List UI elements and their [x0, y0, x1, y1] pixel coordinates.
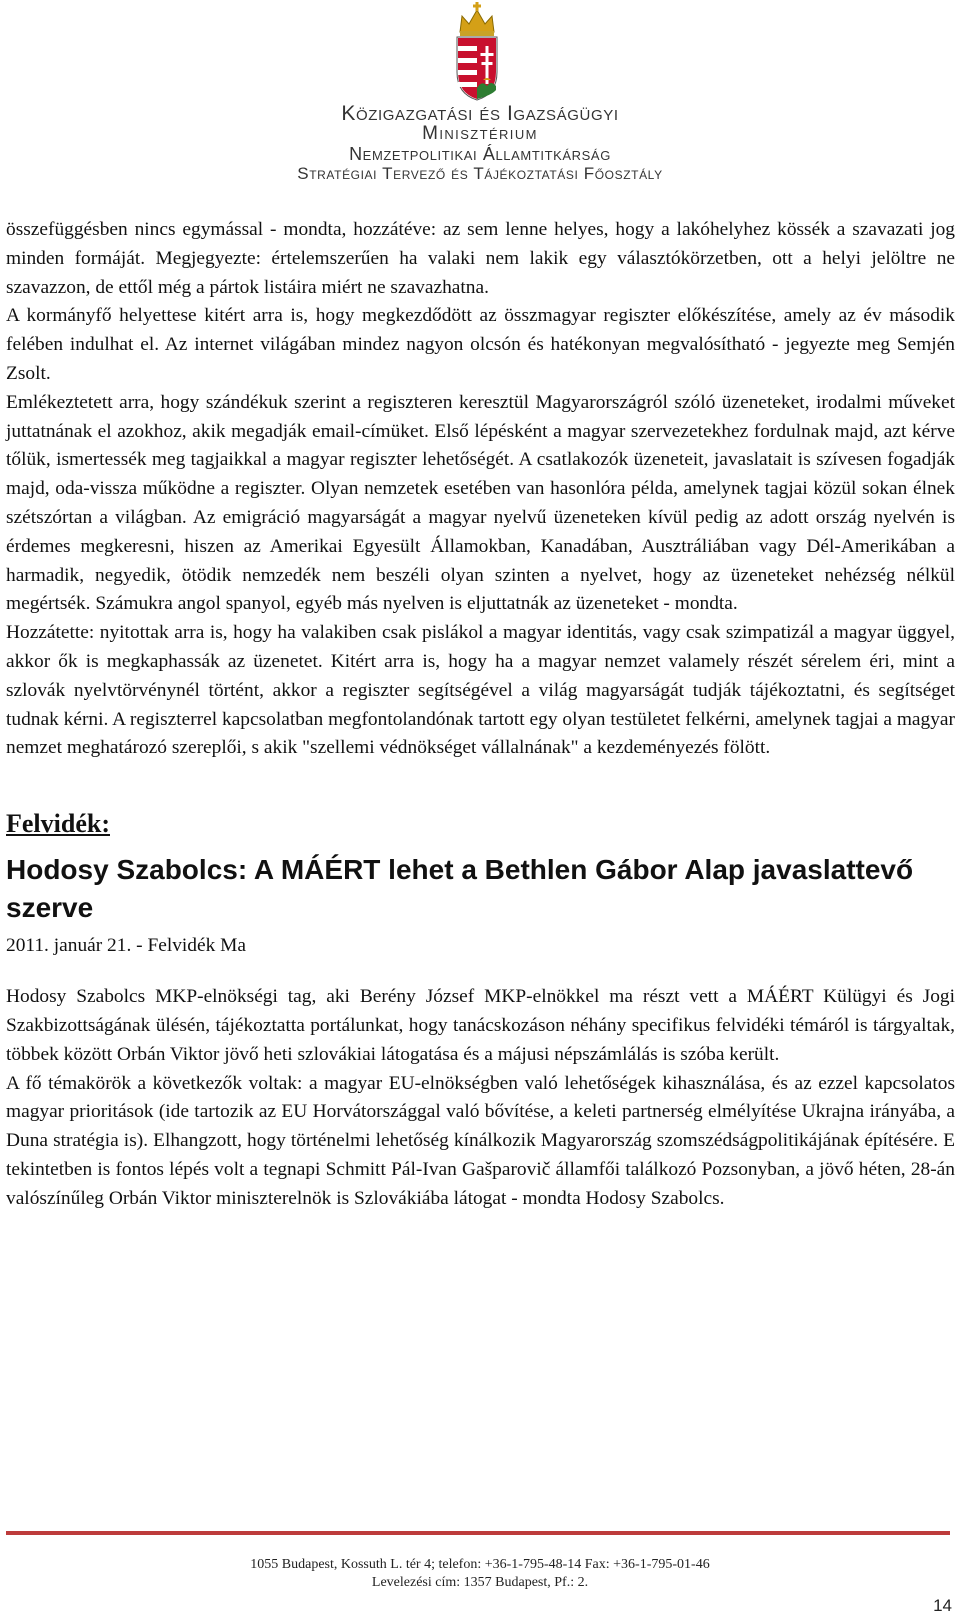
- article-title: Hodosy Szabolcs: A MÁÉRT lehet a Bethlen Gábor Alap javaslattevő szerve: [6, 854, 914, 924]
- body-paragraph: Hozzátette: nyitottak arra is, hogy ha valakiben csak pislákol a magyar identitás, vagy csak szimpatizál a magyar üggyel, akkor ők is megkaphassák az üzenetet. Kitért arra is, hogy ha a magyar nemzet valamely részét sérelem éri, mint a szlovák nyelvtörvénynél történt, akkor a regiszter segítségével a világ magyarságát tudják tájékoztatni, és segítséget tudnak kérni. A regiszterrel kapcsolatban megfontolandónak tartott egy olyan testületet felkérni, amelynek tagjai a magyar nemzet meghatározó szereplői, s akik "szellemi védnökséget vállalnának" a kezdeményezés fölött.: [6, 622, 955, 759]
- ministry-line-2: Minisztérium: [422, 123, 538, 144]
- article-date: 2011. január 21. - Felvidék Ma: [6, 935, 246, 957]
- footer: [0, 1556, 960, 1592]
- page-number: 14: [933, 1596, 952, 1615]
- section-heading: Felvidék:: [6, 809, 110, 839]
- article-paragraph: A fő témakörök a következők voltak: a magyar EU-elnökségben való lehetőségek kihasználása, és az ezzel kapcsolatos magyar prioritások (ide tartozik az EU Horvátországgal való bővítése, a keleti partnerség elmélyítése Ukrajna irányába, a Duna stratégia is). Elhangzott, hogy történelmi lehetőség kínálkozik Magyarország szomszédságpolitikájának építésére. E tekintetben is fontos lépés volt a tegnapi Schmitt Pál-Ivan Gašparovič államfői találkozó Pozsonyban, a jövő héten, 28-án valószínűleg Orbán Viktor miniszterelnök is Szlovákiába látogat - mondta Hodosy Szabolcs.: [6, 1072, 955, 1209]
- footer-address: 1055 Budapest, Kossuth L. tér 4; telefon: +36-1-795-48-14 Fax: +36-1-795-01-46: [250, 1557, 710, 1572]
- document-body: [6, 216, 955, 1214]
- hungarian-coat-of-arms-icon: [452, 2, 502, 102]
- letterhead: [0, 0, 960, 190]
- body-paragraph: Emlékeztetett arra, hogy szándékuk szerint a regiszteren keresztül Magyarországról szóló üzeneteket, irodalmi műveket juttatnának el azokhoz, akik megadják email-címüket. Első lépésként a magyar szervezetekhez fordulnak majd, azt kérve tőlük, ismertessék meg tagjaikkal a magyar regiszter lehetőségét. A csatlakozók üzeneteit, javaslatait is szívesen fogadják majd, oda-vissza működne a regiszter. Olyan nemzetek esetében van hasonlóra példa, amelynek tagjai közül sokan élnek szétszórtan a világban. Az emigráció magyarságát a magyar nyelvű üzeneteken kívül pedig az adott ország nyelvén is érdemes megkeresni, hiszen az Amerikai Egyesült Államokban, Kanadában, Ausztráliában vagy Dél-Amerikában a harmadik, negyedik, ötödik nemzedék nem beszéli olyan szinten a nyelvet, hogy az üzeneteket nehézség nélkül megértsék. Számukra angol spanyol, egyéb más nyelven is eljuttatnák az üzeneteket - mondta.: [6, 391, 955, 615]
- ministry-line-3: Nemzetpolitikai Államtitkárság: [349, 144, 611, 164]
- footer-divider: [6, 1531, 950, 1535]
- ministry-line-1: Közigazgatási és Igazságügyi: [341, 102, 619, 125]
- ministry-line-4: Stratégiai Tervező és Tájékoztatási Főosztály: [297, 164, 663, 183]
- body-paragraph: összefüggésben nincs egymással - mondta, hozzátéve: az sem lenne helyes, hogy a lakóhelyhez kössék a szavazati jog minden formáját. Megjegyezte: értelemszerűen ha valaki nem lakik egy választókörzetben, ott a helyi jelöltre ne szavazzon, de ettől még a pártok listáira miért ne szavazhatna.: [6, 219, 955, 298]
- article-paragraph: Hodosy Szabolcs MKP-elnökségi tag, aki Berény József MKP-elnökkel ma részt vett a MÁÉRT Külügyi és Jogi Szakbizottságának ülésén, tájékoztatta portálunkat, hogy tanácskozáson néhány specifikus felvidéki témáról is tárgyaltak, többek között Orbán Viktor jövő heti szlovákiai látogatása és a májusi népszámlálás is szóba került.: [6, 986, 955, 1065]
- ministry-name: [0, 104, 960, 184]
- body-paragraph: A kormányfő helyettese kitért arra is, hogy megkezdődött az összmagyar regiszter előkészítése, amely az év második felében indulhat el. Az internet világában mindez nagyon olcsón és hatékonyan megvalósítható - jegyezte meg Semjén Zsolt.: [6, 305, 955, 384]
- footer-mailing-address: Levelezési cím: 1357 Budapest, Pf.: 2.: [371, 1575, 589, 1590]
